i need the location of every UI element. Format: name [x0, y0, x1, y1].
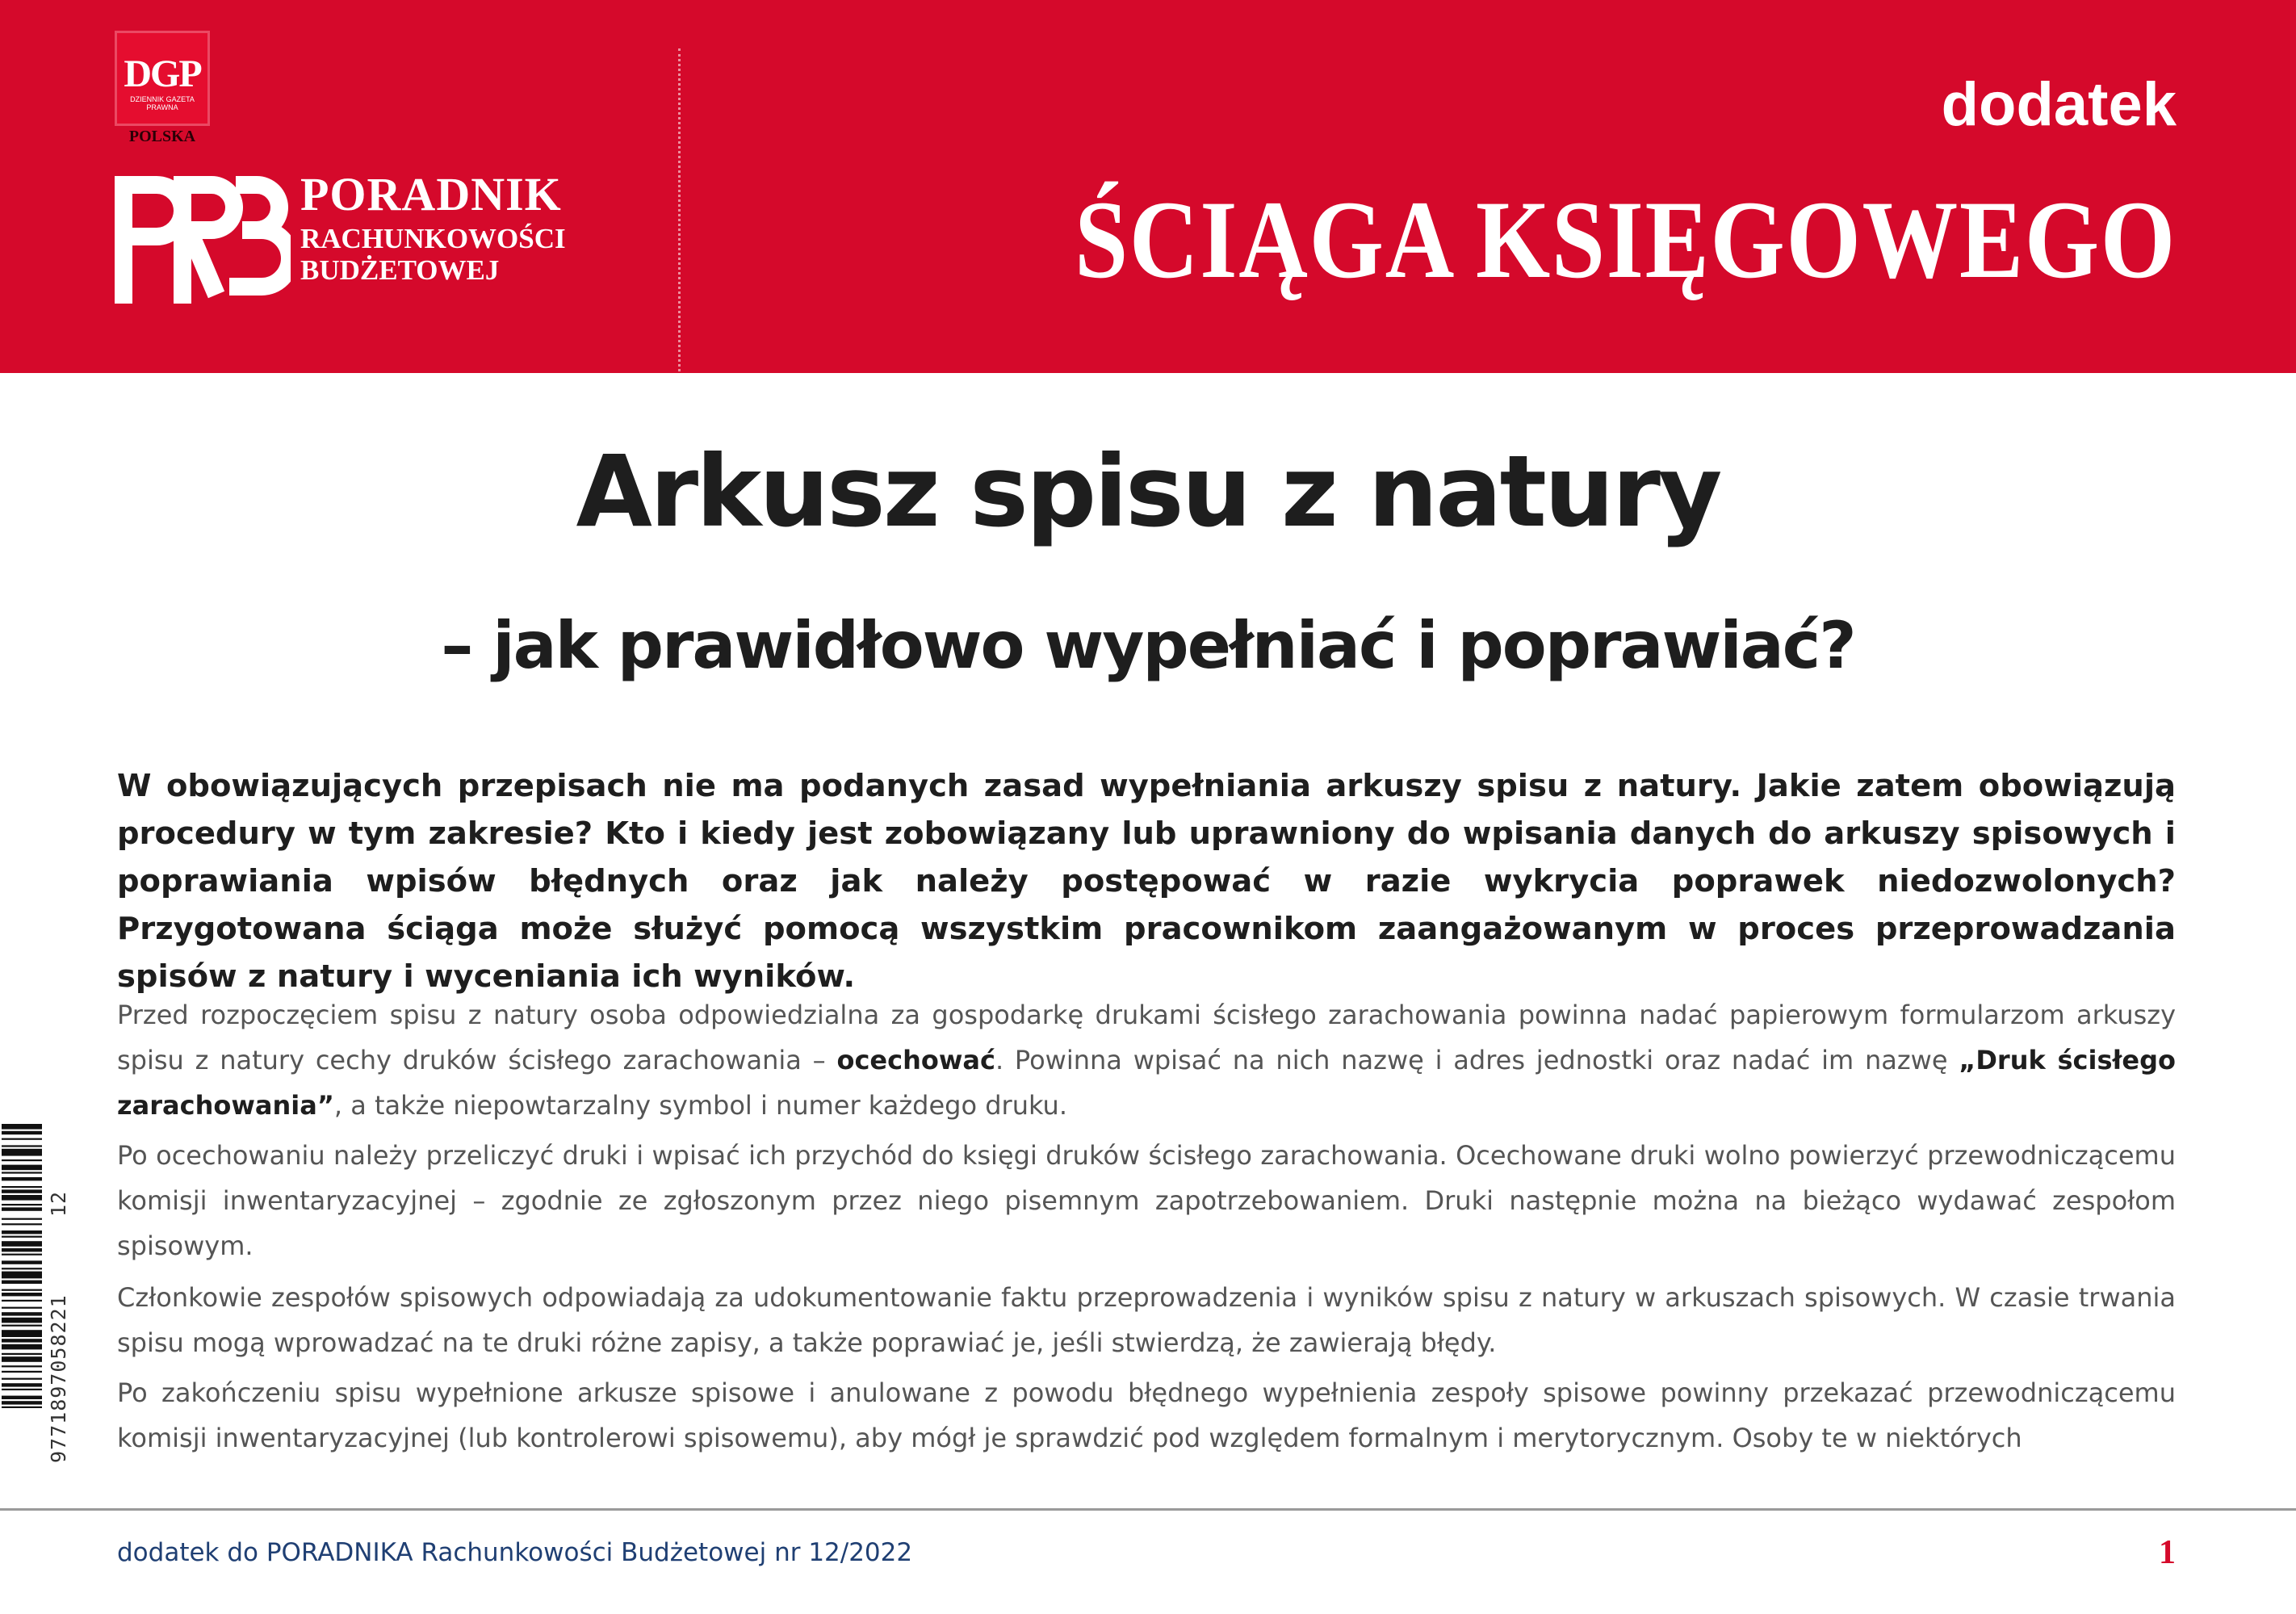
barcode-bar [2, 1149, 42, 1156]
p1-bold-druk-name: „Druk ścisłego zarachowania” [117, 1045, 2177, 1121]
header-supplement-label: dodatek [1941, 70, 2177, 139]
header-divider [678, 48, 681, 371]
article-lead: W obowiązujących przepisach nie ma podanych zasad wypełniania arkuszy spisu z natury. Jakie zatem obowiązują procedury w tym zakresie? Kto i kiedy jest zobowiązany lub uprawniony do wpisania danych do arkuszy spisowych i poprawiania wpisów błędnych oraz jak należy postępować w razie wykrycia poprawek niedozwolonych? Przygotowana ściąga może służyć pomocą wszystkim pracownikom zaangażowanym w proces przeprowadzania spisów z natury i wyceniania ich wyników. [117, 768, 2176, 995]
dgp-logo-letters: DGP [124, 52, 201, 95]
footer-rule [0, 1508, 2296, 1511]
barcode-bar [2, 1138, 42, 1140]
barcode-bar [2, 1177, 42, 1180]
barcode-bar [2, 1371, 42, 1373]
prb-logo [115, 176, 291, 304]
article-subtitle: – jak prawidłowo wypełniać i poprawiać? [441, 608, 1855, 683]
barcode-bar [2, 1339, 42, 1342]
barcode-bar [2, 1131, 42, 1134]
barcode-bar [2, 1365, 42, 1367]
p1-text-e: , a także niepowtarzalny symbol i numer każdego druku. [333, 1090, 1067, 1121]
barcode-digits [47, 1124, 71, 1463]
barcode-bar [2, 1124, 42, 1130]
barcode-bar [2, 1293, 42, 1296]
barcode-number: 9771897058221 [47, 1294, 70, 1463]
barcode-bar [2, 1204, 42, 1205]
barcode-bar [2, 1378, 42, 1380]
barcode-bar [2, 1307, 42, 1309]
barcode-bar [2, 1406, 42, 1408]
article-title: Arkusz spisu z natury [576, 434, 1720, 549]
header-title: ŚCIĄGA KSIĘGOWEGO [1075, 178, 2177, 301]
prb-title-line2: RACHUNKOWOŚCI [300, 223, 566, 254]
barcode-bar [2, 1189, 42, 1193]
prb-title [300, 168, 566, 286]
barcode-bar [2, 1230, 42, 1234]
barcode-bar [2, 1236, 42, 1238]
barcode-bar [2, 1268, 42, 1269]
barcode-bar [2, 1223, 42, 1225]
barcode-bar [2, 1248, 42, 1251]
barcode-bar [2, 1356, 42, 1362]
barcode-bar [2, 1145, 42, 1147]
barcode-bar [2, 1289, 42, 1291]
barcode-bar [2, 1318, 42, 1323]
barcode-bar [2, 1330, 42, 1337]
body-paragraph-2: Po ocechowaniu należy przeliczyć druki i wpisać ich przychód do księgi druków ścisłego zarachowania. Ocechowane druki wolno powierzyć przewodniczącemu komisji inwentaryzacyjnej – zgodnie ze zgłoszonym przez niego pisemnym zapotrzebowaniem. Druki następnie można na bieżąco wydawać zespołom spisowym. [117, 1140, 2176, 1261]
p1-bold-ocechowac: ocechować [836, 1045, 995, 1075]
body-paragraph-3: Członkowie zespołów spisowych odpowiadają za udokumentowanie faktu przeprowadzenia i wyników spisu z natury w arkuszach spisowych. W czasie trwania spisu mogą wprowadzać na te druki różne zapisy, a także poprawiać je, jeśli stwierdzą, że zawierają błędy. [117, 1282, 2176, 1358]
prb-title-line1: PORADNIK [300, 168, 562, 220]
p1-text-a: Przed rozpoczęciem spisu z natury osoba odpowiedzialna za gospodarkę drukami ścisłego zarachowania powinna nadać papierowym formularzom arkuszy spisu z natury cechy druków ścisłego zarachowania – [117, 1000, 2176, 1075]
prb-title-line3: BUDŻETOWEJ [300, 254, 500, 286]
dgp-logo-polska: POLSKA [128, 128, 196, 145]
barcode-bar [2, 1254, 42, 1256]
barcode [2, 1124, 42, 1463]
body-paragraph-4: Po zakończeniu spisu wypełnione arkusze spisowe i anulowane z powodu błędnego wypełnienia zespoły spisowe powinny przekazać przewodniczącemu komisji inwentaryzacyjnej (lub kontrolerowi spisowemu), aby mógł je sprawdzić pod względem formalnym i merytorycznym. Osoby te w niektórych [117, 1377, 2176, 1453]
barcode-bar [2, 1344, 42, 1350]
barcode-bar [2, 1389, 42, 1390]
page-number: 1 [2159, 1534, 2176, 1571]
header-banner [0, 0, 2296, 373]
barcode-bar [2, 1281, 42, 1284]
barcode-bar [2, 1172, 42, 1173]
barcode-bar [2, 1312, 42, 1315]
barcode-issue: 12 [47, 1190, 70, 1218]
barcode-bar [2, 1401, 42, 1404]
p1-text-c: . Powinna wpisać na nich nazwę i adres jednostki oraz nadać im nazwę [995, 1045, 1959, 1075]
barcode-bar [2, 1353, 42, 1355]
dgp-logo-caption: DZIENNIK GAZETA PRAWNA [130, 95, 195, 111]
barcode-bar [2, 1300, 42, 1302]
barcode-bar [2, 1260, 42, 1264]
barcode-bar [2, 1218, 42, 1220]
barcode-bar [2, 1207, 42, 1210]
barcode-bar [2, 1241, 42, 1247]
body-paragraph-1 [117, 992, 2176, 1128]
barcode-bar [2, 1383, 42, 1386]
barcode-bar [2, 1165, 42, 1171]
barcode-bar [2, 1195, 42, 1201]
barcode-bar [2, 1272, 42, 1279]
barcode-bar [2, 1325, 42, 1327]
footer-text: dodatek do PORADNIKA Rachunkowości Budżetowej nr 12/2022 [117, 1538, 913, 1567]
barcode-bar [2, 1186, 42, 1188]
barcode-bar [2, 1159, 42, 1161]
barcode-bar [2, 1396, 42, 1399]
